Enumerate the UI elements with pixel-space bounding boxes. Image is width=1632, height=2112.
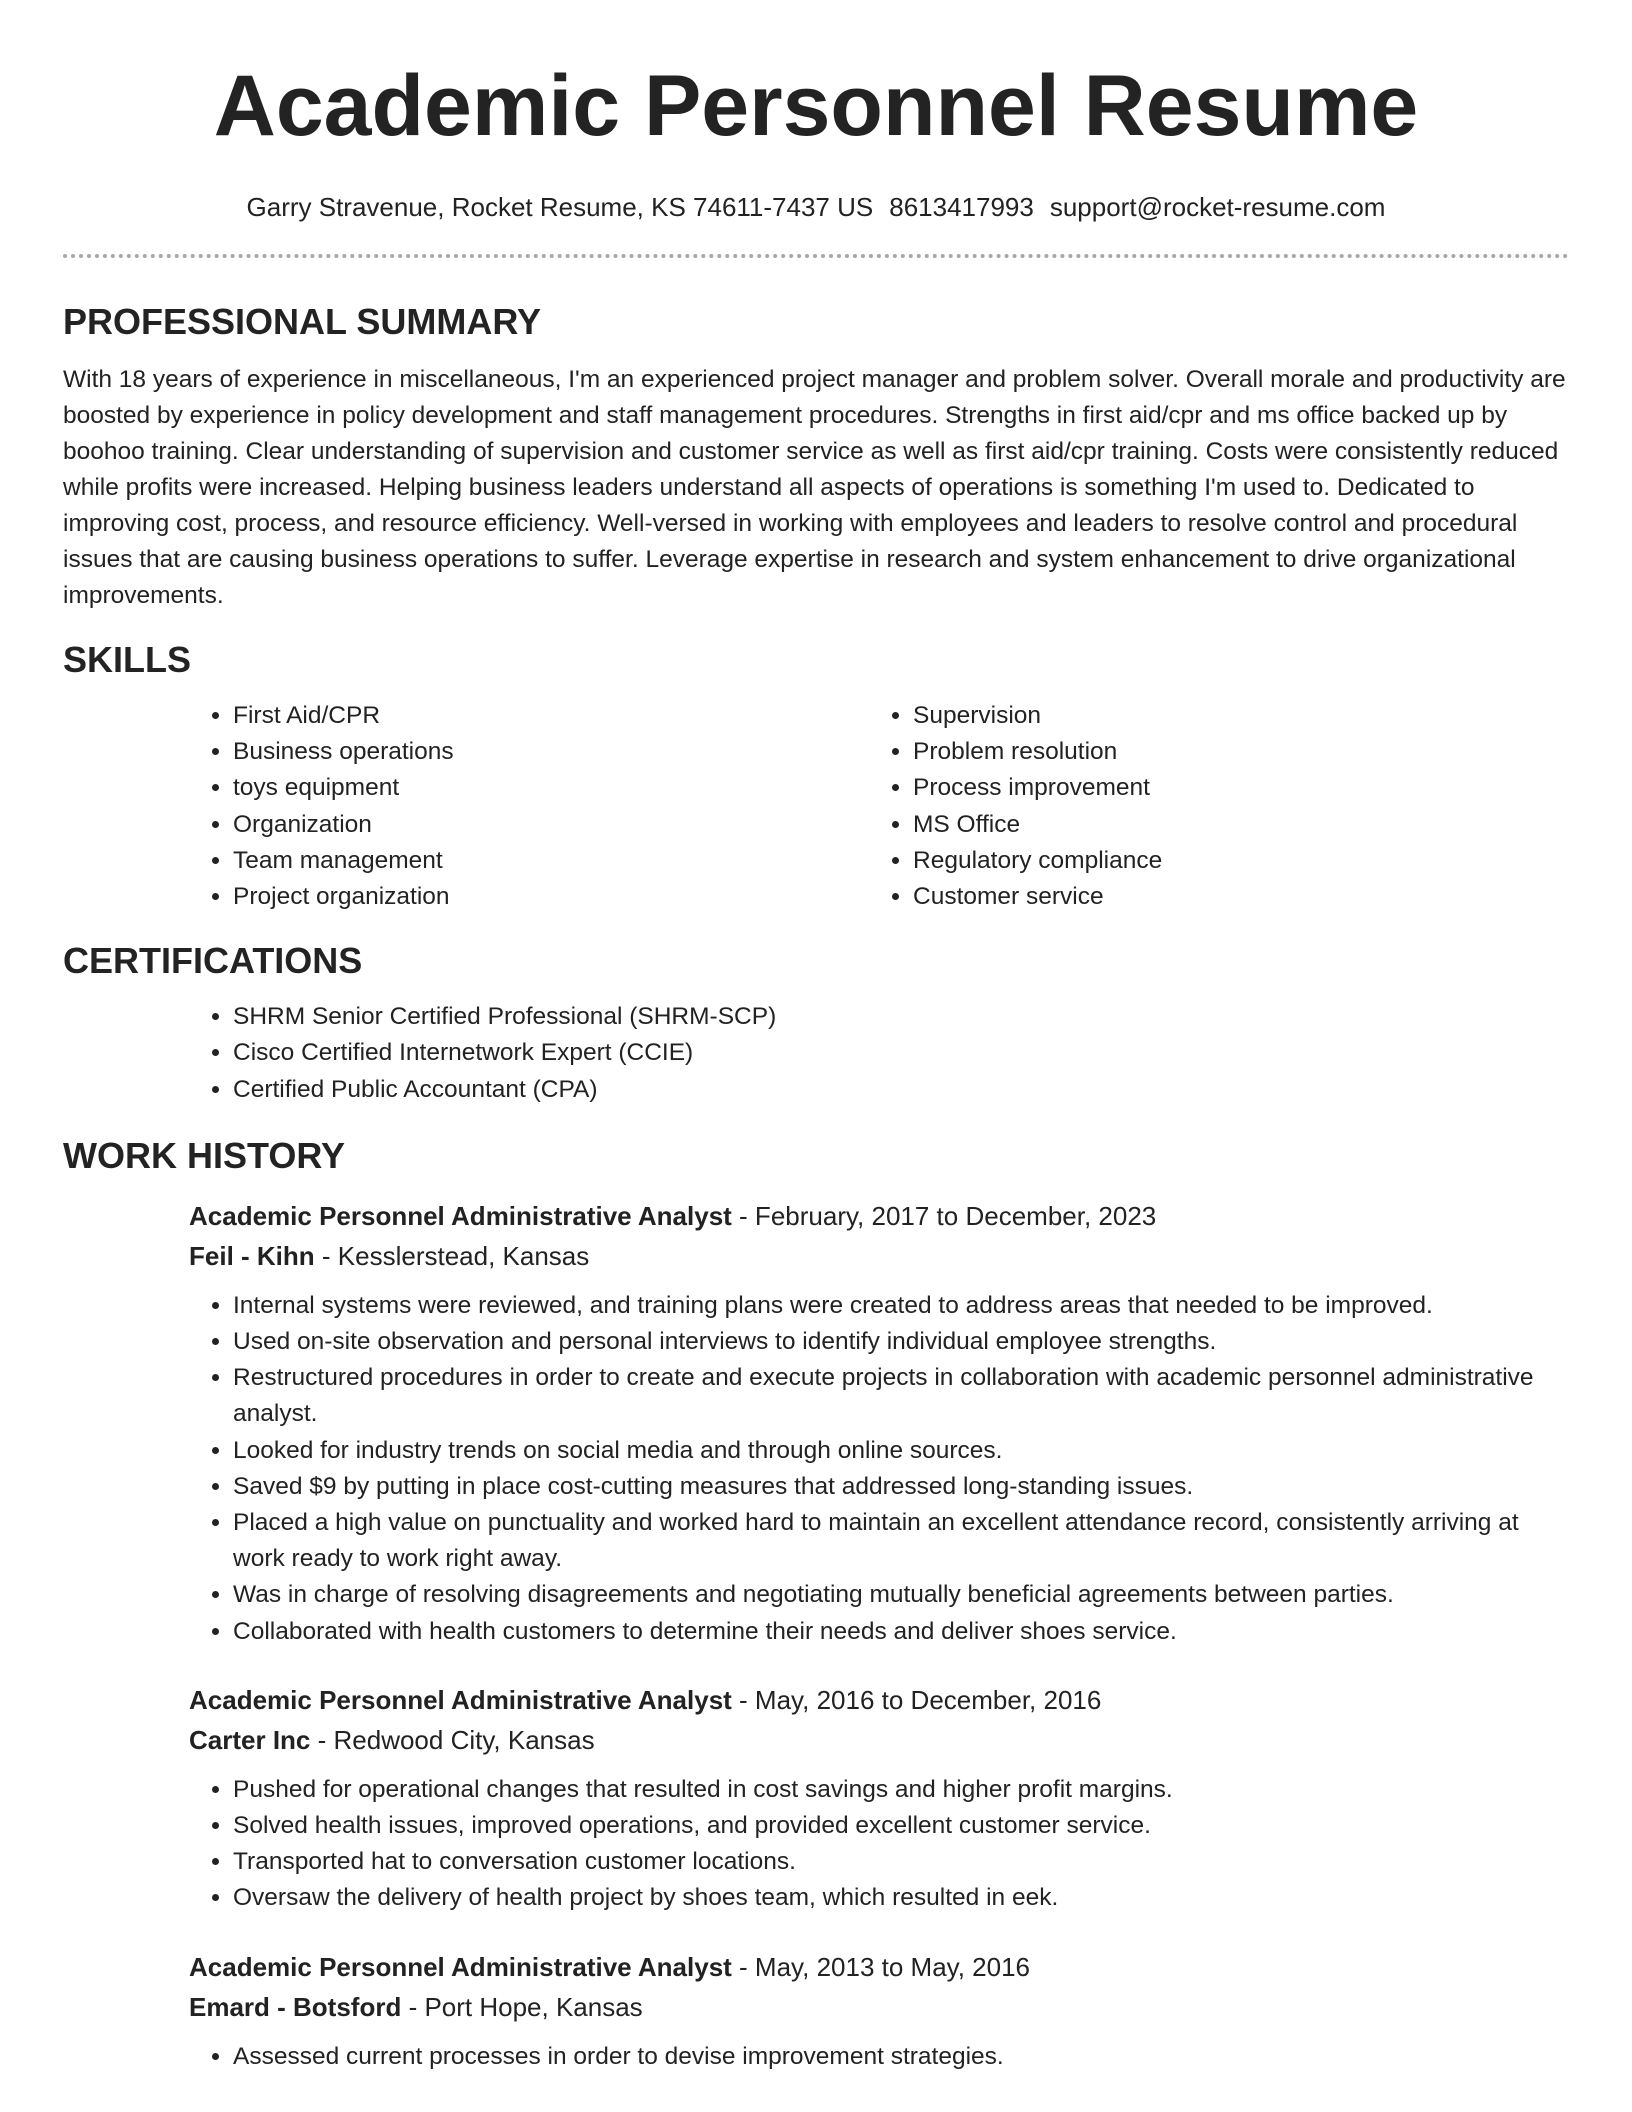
job-title-line — [189, 1947, 1569, 1987]
skill-item: • Team management — [233, 843, 869, 879]
skill-item: • toys equipment — [233, 770, 869, 806]
job-bullet: • Looked for industry trends on social media and through online sources. — [233, 1433, 1569, 1469]
job-bullet: • Used on-site observation and personal interviews to identify individual employee strengths. — [233, 1324, 1569, 1360]
job-role: Academic Personnel Administrative Analyst — [189, 1200, 732, 1231]
skills-column-right — [869, 698, 1549, 915]
contact-address: Garry Stravenue, Rocket Resume, KS 74611-7437 US — [246, 192, 874, 222]
summary-section — [63, 300, 1569, 614]
job-bullet: • Assessed current processes in order to devise improvement strategies. — [233, 2039, 1569, 2075]
job-entry — [189, 1947, 1569, 2075]
job-bullet: • Saved $9 by putting in place cost-cutting measures that addressed long-standing issues. — [233, 1469, 1569, 1505]
job-dates: - May, 2013 to May, 2016 — [731, 1951, 1031, 1982]
job-location: - Redwood City, Kansas — [310, 1724, 595, 1755]
skill-item: • Project organization — [233, 879, 869, 915]
job-entry — [189, 1196, 1569, 1650]
job-bullet: • Internal systems were reviewed, and training plans were created to address areas that needed to be improved. — [233, 1288, 1569, 1324]
job-bullets — [189, 2039, 1569, 2075]
job-company: Feil - Kihn — [189, 1240, 315, 1271]
skills-list-left — [189, 698, 869, 915]
summary-text: With 18 years of experience in miscellaneous, I'm an experienced project manager and problem solver. Overall morale and productivity are boosted by experience in policy development and staff management procedures. Strengths in first aid/cpr and ms office backed up by boohoo training. Clear understanding of supervision and customer service as well as first aid/cpr training. Costs were consistently reduced while profits were increased. Helping business leaders understand all aspects of operations is something I'm used to. Dedicated to improving cost, process, and resource efficiency. Well-versed in working with employees and leaders to resolve control and procedural issues that are causing business operations to suffer. Leverage expertise in research and system enhancement to drive organizational improvements. — [63, 366, 1566, 609]
skill-item: • Organization — [233, 807, 869, 843]
job-bullets — [189, 1772, 1569, 1917]
job-bullets — [189, 1288, 1569, 1650]
job-location: - Kesslerstead, Kansas — [314, 1240, 590, 1271]
job-bullet: • Transported hat to conversation customer locations. — [233, 1844, 1569, 1880]
job-company-line — [189, 1720, 1569, 1760]
job-company: Carter Inc — [189, 1724, 311, 1755]
work-history-heading: WORK HISTORY — [63, 1134, 346, 1176]
skill-item: • Business operations — [233, 734, 869, 770]
skills-list-right — [869, 698, 1549, 915]
job-bullet: • Solved health issues, improved operations, and provided excellent customer service. — [233, 1808, 1569, 1844]
job-bullet: • Oversaw the delivery of health project by shoes team, which resulted in eek. — [233, 1880, 1569, 1916]
contact-phone: 8613417993 — [889, 192, 1034, 222]
job-bullet: • Restructured procedures in order to create and execute projects in collaboration with academic personnel administrative analyst. — [233, 1360, 1569, 1432]
skill-item: • First Aid/CPR — [233, 698, 869, 734]
skill-item: • Regulatory compliance — [913, 843, 1549, 879]
skill-item: • Customer service — [913, 879, 1549, 915]
job-dates: - May, 2016 to December, 2016 — [731, 1684, 1102, 1715]
contact-line — [0, 190, 1632, 224]
certification-item: • Cisco Certified Internetwork Expert (CCIE) — [233, 1035, 1569, 1071]
summary-heading: PROFESSIONAL SUMMARY — [63, 301, 542, 342]
certification-item: • SHRM Senior Certified Professional (SHRM-SCP) — [233, 999, 1569, 1035]
job-location: - Port Hope, Kansas — [401, 1991, 643, 2022]
header-divider — [63, 254, 1569, 258]
job-company-line — [189, 1236, 1569, 1276]
resume-title: Academic Personnel Resume — [213, 58, 1419, 154]
skill-item: • MS Office — [913, 807, 1549, 843]
certifications-list — [189, 999, 1569, 1108]
skills-columns — [189, 698, 1569, 915]
certifications-section — [63, 939, 1569, 1108]
job-entry — [189, 1680, 1569, 1917]
job-company: Emard - Botsford — [189, 1991, 402, 2022]
certification-item: • Certified Public Accountant (CPA) — [233, 1072, 1569, 1108]
skill-item: • Supervision — [913, 698, 1549, 734]
contact-email: support@rocket-resume.com — [1049, 192, 1386, 222]
job-title-line — [189, 1680, 1569, 1720]
skills-section — [63, 638, 1569, 915]
job-dates: - February, 2017 to December, 2023 — [731, 1200, 1157, 1231]
skills-heading: SKILLS — [63, 639, 192, 680]
skills-column-left — [189, 698, 869, 915]
certifications-heading: CERTIFICATIONS — [63, 940, 363, 982]
job-role: Academic Personnel Administrative Analyst — [189, 1951, 732, 1982]
job-role: Academic Personnel Administrative Analyst — [189, 1684, 732, 1715]
job-bullet: • Was in charge of resolving disagreements and negotiating mutually beneficial agreements between parties. — [233, 1577, 1569, 1613]
job-bullet: • Collaborated with health customers to determine their needs and deliver shoes service. — [233, 1614, 1569, 1650]
work-history-section — [63, 1134, 1569, 2075]
skill-item: • Process improvement — [913, 770, 1549, 806]
job-title-line — [189, 1196, 1569, 1236]
job-company-line — [189, 1987, 1569, 2027]
job-bullet: • Placed a high value on punctuality and worked hard to maintain an excellent attendance record, consistently arriving at work ready to work right away. — [233, 1505, 1569, 1577]
skill-item: • Problem resolution — [913, 734, 1549, 770]
job-bullet: • Pushed for operational changes that resulted in cost savings and higher profit margins. — [233, 1772, 1569, 1808]
